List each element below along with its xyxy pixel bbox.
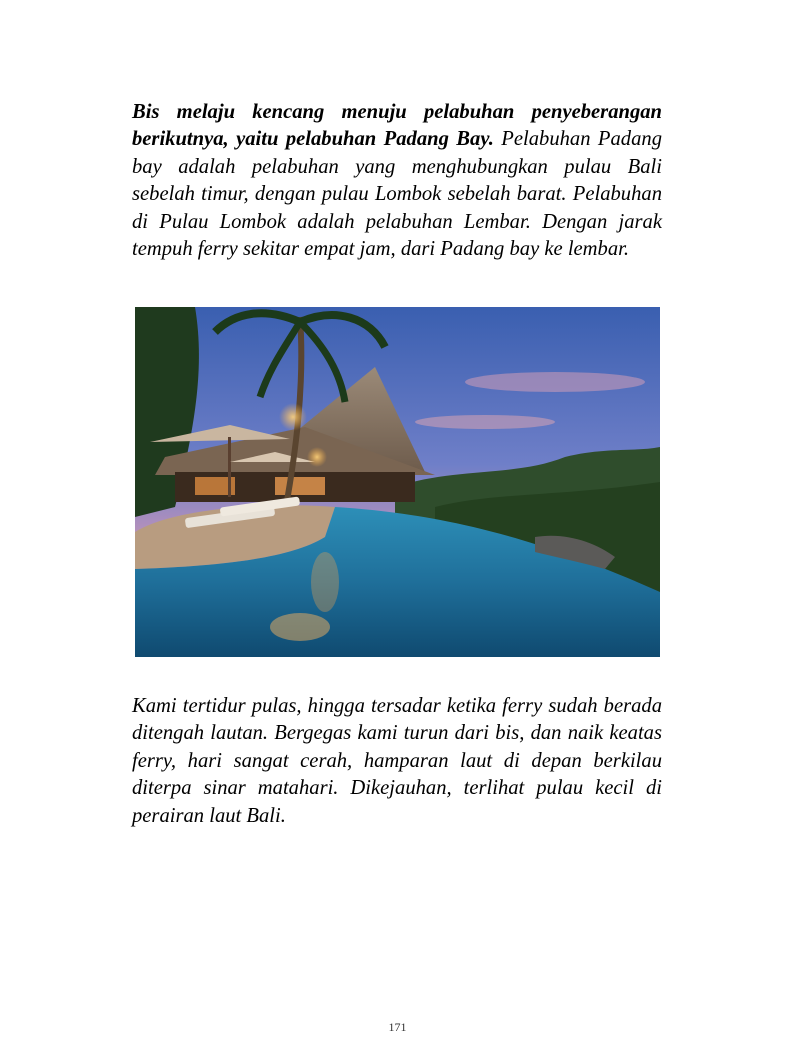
paragraph-1-bold: Bis melaju kencang menuju pelabuhan penyeberangan berikutnya, yaitu pelabuhan Padang Bay. [132,101,662,151]
page-number: 171 [388,1020,407,1034]
paragraph-2: Kami tertidur pulas, hingga tersadar ketika ferry sudah berada ditengah lautan. Bergegas kami turun dari bis, dan naik keatas ferry, hari sangat cerah, hamparan laut di depan berkilau diterpa sinar matahari. Dikejauhan, terlihat pulau kecil di perairan laut Bali. [132,695,662,827]
paragraph-1 [132,99,662,263]
paragraph-1-text: Pelabuhan Padang bay adalah pelabuhan yang menghubungkan pulau Bali sebelah timur, dengan pulau Lombok sebelah barat. Pelabuhan di Pulau Lombok adalah pelabuhan Lembar. Dengan jarak tempuh ferry sekitar empat jam, dari Padang bay ke lembar. [132,128,662,261]
resort-pool-photo [135,307,660,657]
